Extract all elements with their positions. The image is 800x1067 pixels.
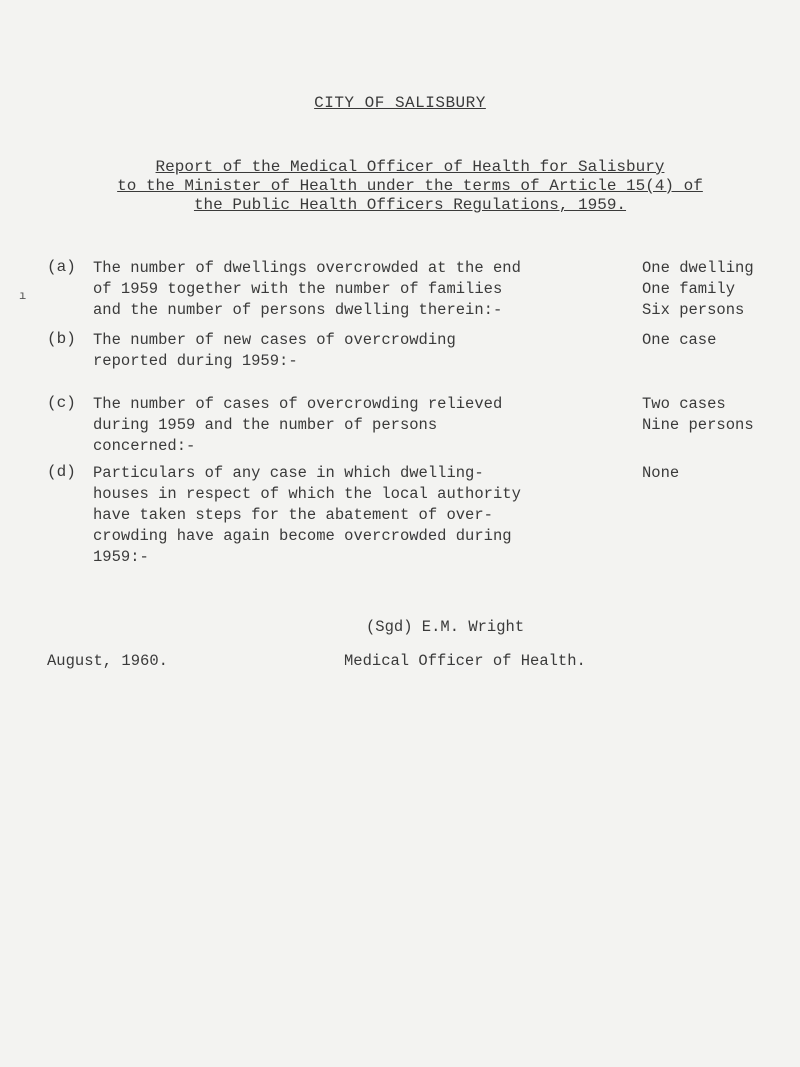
margin-mark: ı <box>19 289 27 303</box>
item-b-text: The number of new cases of overcrowding reported during 1959:- <box>93 331 456 370</box>
item-a-answer <box>642 258 798 321</box>
report-heading-line-1: Report of the Medical Officer of Health for Salisbury <box>155 158 665 176</box>
report-heading-line-2: to the Minister of Health under the terms of Article 15(4) of <box>117 177 703 195</box>
signature-name: (Sgd) E.M. Wright <box>366 618 525 636</box>
item-b-label: (b) <box>47 330 76 348</box>
item-c-answer-2: Nine persons <box>642 416 754 434</box>
document-title: CITY OF SALISBURY <box>314 94 486 112</box>
item-d-answer <box>642 463 798 484</box>
item-d-text: Particulars of any case in which dwelling- houses in respect of which the local authority have taken steps for the abatement of over- crowding have again become overcrowded during 1959:- <box>93 464 521 566</box>
item-a-answer-1: One dwelling <box>642 259 754 277</box>
item-a-label: (a) <box>47 258 76 276</box>
item-a-text: The number of dwellings overcrowded at the end of 1959 together with the number of families and the number of persons dwelling therein:- <box>93 259 521 319</box>
report-heading-line-3: the Public Health Officers Regulations, 1959. <box>193 196 627 214</box>
item-b-answer <box>642 330 798 351</box>
item-a-answer-2: One family <box>642 280 736 298</box>
report-heading <box>60 158 760 215</box>
item-c-answer <box>642 394 798 436</box>
item-c-answer-1: Two cases <box>642 395 726 413</box>
item-c-label: (c) <box>47 394 76 412</box>
item-c-text: The number of cases of overcrowding relieved during 1959 and the number of persons concerned:- <box>93 395 503 455</box>
item-a-answer-3: Six persons <box>642 301 745 319</box>
report-date: August, 1960. <box>47 652 168 670</box>
item-b-answer-1: One case <box>642 331 717 349</box>
signature-title: Medical Officer of Health. <box>344 652 586 670</box>
item-d-label: (d) <box>47 463 76 481</box>
item-d-answer-1: None <box>642 464 680 482</box>
